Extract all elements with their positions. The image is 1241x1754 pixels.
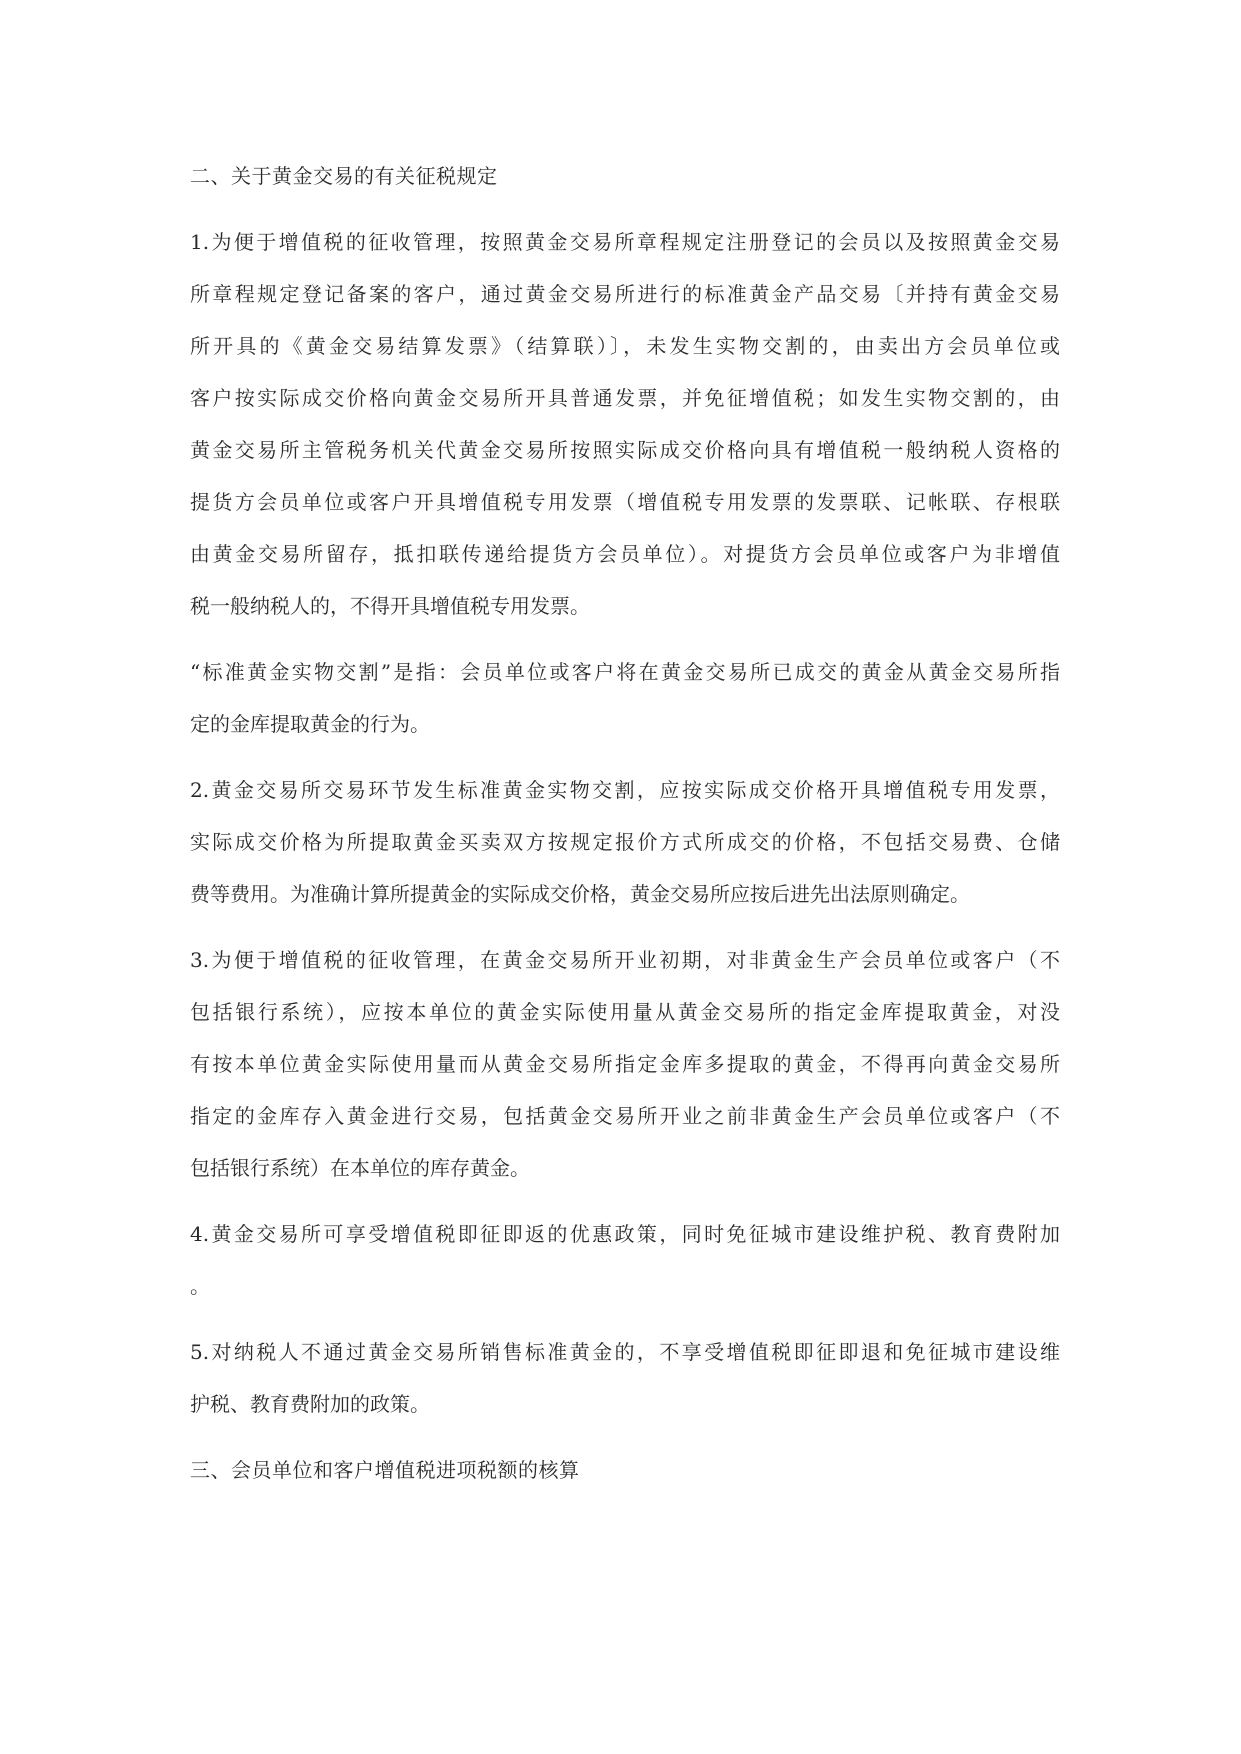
text-line: 4.黄金交易所可享受增值税即征即返的优惠政策，同时免征城市建设维护税、教育费附加 [190,1222,1060,1246]
text-line: 所开具的《黄金交易结算发票》（结算联）〕，未发生实物交割的，由卖出方会员单位或 [190,334,1060,358]
section-heading-2: 二、关于黄金交易的有关征税规定 [190,164,498,188]
text-line: 实际成交价格为所提取黄金买卖双方按规定报价方式所成交的价格，不包括交易费、仓储 [190,830,1060,854]
text-line: 所章程规定登记备案的客户，通过黄金交易所进行的标准黄金产品交易〔并持有黄金交易 [190,282,1060,306]
text-line: “标准黄金实物交割”是指：会员单位或客户将在黄金交易所已成交的黄金从黄金交易所指 [190,660,1060,684]
paragraph-item-3 [190,934,1060,1194]
section-heading-3: 三、会员单位和客户增值税进项税额的核算 [190,1458,580,1482]
text-line: 5.对纳税人不通过黄金交易所销售标准黄金的，不享受增值税即征即退和免征城市建设维 [190,1340,1060,1364]
text-line: 黄金交易所主管税务机关代黄金交易所按照实际成交价格向具有增值税一般纳税人资格的 [190,438,1060,462]
text-line: 3.为便于增值税的征收管理，在黄金交易所开业初期，对非黄金生产会员单位或客户（不 [190,948,1060,972]
text-line: 提货方会员单位或客户开具增值税专用发票（增值税专用发票的发票联、记帐联、存根联 [190,490,1060,514]
paragraph-item-4 [190,1208,1060,1312]
text-line: 税一般纳税人的，不得开具增值税专用发票。 [190,594,590,618]
paragraph-definition [190,646,1060,750]
text-line: 包括银行系统）在本单位的库存黄金。 [190,1156,530,1180]
text-line: 1.为便于增值税的征收管理，按照黄金交易所章程规定注册登记的会员以及按照黄金交易 [190,230,1060,254]
text-line: 定的金库提取黄金的行为。 [190,712,430,736]
text-line: 指定的金库存入黄金进行交易，包括黄金交易所开业之前非黄金生产会员单位或客户（不 [190,1104,1060,1128]
text-line: 护税、教育费附加的政策。 [190,1392,430,1416]
text-line: 2.黄金交易所交易环节发生标准黄金实物交割，应按实际成交价格开具增值税专用发票， [190,778,1060,802]
text-line: 客户按实际成交价格向黄金交易所开具普通发票，并免征增值税；如发生实物交割的，由 [190,386,1060,410]
text-line: 由黄金交易所留存，抵扣联传递给提货方会员单位）。对提货方会员单位或客户为非增值 [190,542,1060,566]
paragraph-item-2 [190,764,1060,920]
paragraph-item-1 [190,216,1060,632]
paragraph-item-5 [190,1326,1060,1430]
text-line: 包括银行系统），应按本单位的黄金实际使用量从黄金交易所的指定金库提取黄金，对没 [190,1000,1060,1024]
text-line: 。 [190,1274,210,1298]
text-line: 费等费用。为准确计算所提黄金的实际成交价格，黄金交易所应按后进先出法原则确定。 [190,882,970,906]
text-line: 有按本单位黄金实际使用量而从黄金交易所指定金库多提取的黄金，不得再向黄金交易所 [190,1052,1060,1076]
document-body [190,150,1060,1510]
